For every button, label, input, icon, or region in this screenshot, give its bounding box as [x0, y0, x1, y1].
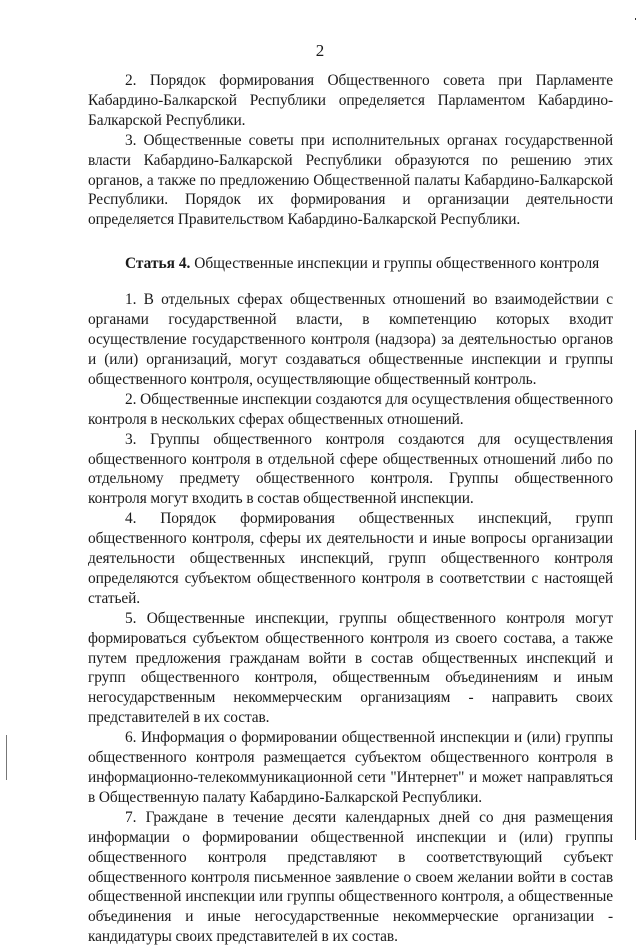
- paragraph-article4-part7: 7. Граждане в течение десяти календарных дней со дня размещения информации о формировании общественной инспекции и (или) группы общественного контроля представляют в соответствующий субъект общественного контроля письменное заявление о своем желании войти в состав общественной инспекции или группы общественного контроля, а общественные объединения и иные негосударственные некоммерческие организации - кандидатуры своих представителей в их состав.: [88, 808, 613, 946]
- page-number: 2: [315, 41, 325, 60]
- scan-edge-mark-top: [635, 18, 636, 20]
- document-body: [88, 71, 613, 947]
- paragraph-article4-part3: 3. Группы общественного контроля создаются для осуществления общественного контроля в отдельной сфере общественных отношений либо по отдельному предмету общественного контроля. Группы общественного контроля могут входить в состав общественной инспекции.: [88, 430, 613, 508]
- paragraph-article4-part1: 1. В отдельных сферах общественных отношений во взаимодействии с органами государственной власти, в компетенцию которых входит осуществление государственного контроля (надзора) за деятельностью органов и (или) организаций, могут создаваться общественные инспекции и группы общественного контроля, осуществляющие общественный контроль.: [88, 291, 613, 388]
- scan-edge-mark-left: [6, 735, 7, 780]
- paragraph-article4-part2: 2. Общественные инспекции создаются для осуществления общественного контроля в нескольких сферах общественных отношений.: [88, 390, 613, 428]
- scan-edge-mark-right: [635, 430, 636, 840]
- paragraph-article4-part5: 5. Общественные инспекции, группы общественного контроля могут формироваться субъектом общественного контроля из своего состава, а также путем предложения гражданам войти в состав общественных инспекций и групп общественного контроля, общественным объединениям и иным негосударственным некоммерческим организациям - направить своих представителей в их состав.: [88, 609, 613, 727]
- article-number: Статья 4.: [125, 255, 191, 273]
- paragraph-article3-part2: 2. Порядок формирования Общественного совета при Парламенте Кабардино-Балкарской Республики определяется Парламентом Кабардино-Балкарской Республики.: [88, 72, 613, 129]
- paragraph-article3-part3: 3. Общественные советы при исполнительных органах государственной власти Кабардино-Балкарской Республики образуются по решению этих органов, а также по предложению Общественной палаты Кабардино-Балкарской Республики. Порядок их формирования и организации деятельности определяется Правительством Кабардино-Балкарской Республики.: [88, 131, 613, 229]
- article-title: Общественные инспекции и группы общественного контроля: [194, 255, 600, 273]
- paragraph-article4-part4: 4. Порядок формирования общественных инспекций, групп общественного контроля, сферы их деятельности и иные вопросы организации деятельности общественных инспекций, групп общественного контроля определяются субъектом общественного контроля в соответствии с настоящей статьей.: [88, 510, 613, 607]
- paragraph-article4-part6: 6. Информация о формировании общественной инспекции и (или) группы общественного контроля размещается субъектом общественного контроля в информационно-телекоммуникационной сети "Интернет" и может направляться в Общественную палату Кабардино-Балкарской Республики.: [88, 729, 613, 806]
- article-heading: [88, 254, 613, 274]
